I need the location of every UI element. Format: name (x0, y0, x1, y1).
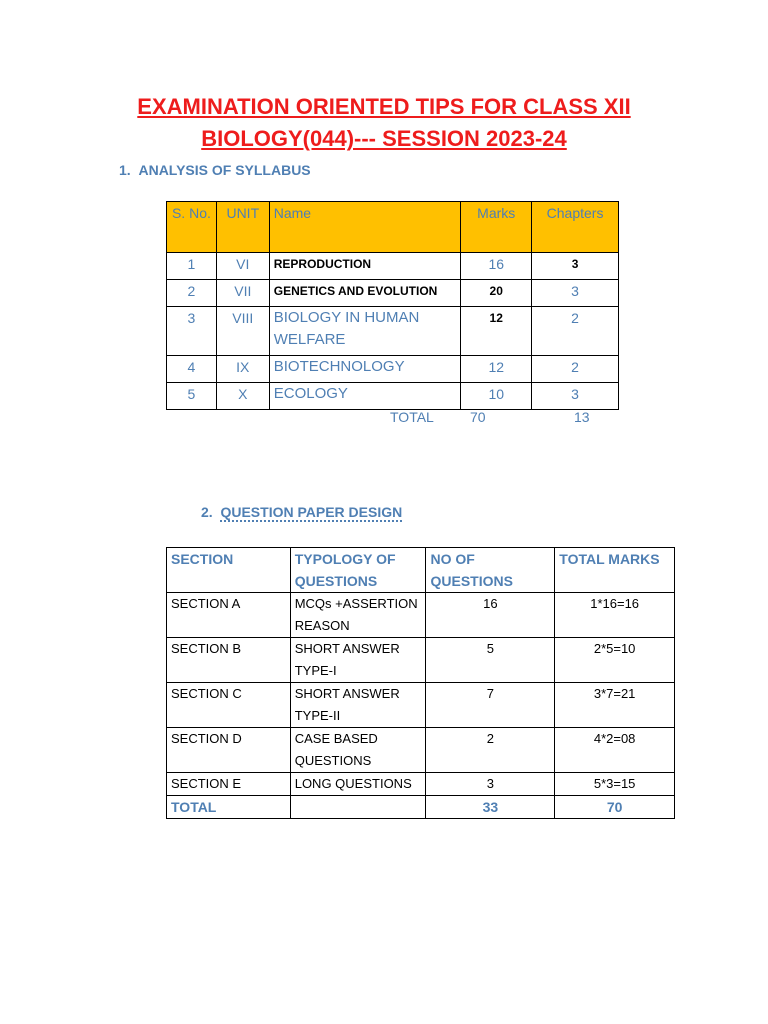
syllabus-total-label: TOTAL (390, 409, 434, 425)
section-1-title: ANALYSIS OF SYLLABUS (138, 162, 311, 178)
section-1-number: 1. (119, 162, 131, 178)
cell-sno: 4 (167, 356, 217, 383)
cell-count: 3 (426, 773, 555, 796)
header-no-of-questions: NO OF QUESTIONS (426, 548, 555, 593)
syllabus-total-chapters: 13 (574, 409, 590, 425)
cell-type: SHORT ANSWER TYPE-I (290, 638, 426, 683)
section-1-heading (119, 162, 311, 178)
page-title-line-2: BIOLOGY(044)--- SESSION 2023-24 (201, 126, 567, 151)
cell-unit: VIII (216, 307, 269, 356)
cell-marks: 12 (461, 307, 532, 356)
cell-chapters: 3 (532, 280, 619, 307)
qp-header-row (167, 548, 675, 593)
total-marks: 70 (555, 796, 675, 819)
header-total-marks: TOTAL MARKS (555, 548, 675, 593)
table-row (167, 638, 675, 683)
section-2-heading (201, 504, 402, 520)
cell-type: MCQs +ASSERTION REASON (290, 593, 426, 638)
cell-name: BIOTECHNOLOGY (269, 356, 461, 383)
header-marks: Marks (461, 202, 532, 253)
section-2-number: 2. (201, 504, 213, 520)
table-row (167, 593, 675, 638)
header-sno: S. No. (167, 202, 217, 253)
cell-type: SHORT ANSWER TYPE-II (290, 683, 426, 728)
cell-unit: X (216, 383, 269, 410)
cell-section: SECTION D (167, 728, 291, 773)
cell-sno: 2 (167, 280, 217, 307)
cell-section: SECTION E (167, 773, 291, 796)
cell-marks: 5*3=15 (555, 773, 675, 796)
section-2-title: QUESTION PAPER DESIGN (220, 504, 403, 520)
cell-sno: 1 (167, 253, 217, 280)
header-name: Name (269, 202, 461, 253)
cell-chapters: 2 (532, 307, 619, 356)
cell-chapters: 3 (532, 253, 619, 280)
cell-count: 2 (426, 728, 555, 773)
total-count: 33 (426, 796, 555, 819)
total-empty-cell (290, 796, 426, 819)
cell-count: 16 (426, 593, 555, 638)
cell-name: BIOLOGY IN HUMAN WELFARE (269, 307, 461, 356)
table-row (167, 773, 675, 796)
header-chapters: Chapters (532, 202, 619, 253)
cell-name: GENETICS AND EVOLUTION (269, 280, 461, 307)
cell-marks: 16 (461, 253, 532, 280)
header-typology: TYPOLOGY OF QUESTIONS (290, 548, 426, 593)
cell-marks: 2*5=10 (555, 638, 675, 683)
cell-chapters: 2 (532, 356, 619, 383)
table-row (167, 307, 619, 356)
cell-name: ECOLOGY (269, 383, 461, 410)
cell-count: 7 (426, 683, 555, 728)
page-title-line-1: EXAMINATION ORIENTED TIPS FOR CLASS XII (137, 94, 631, 119)
cell-type: LONG QUESTIONS (290, 773, 426, 796)
cell-section: SECTION B (167, 638, 291, 683)
cell-marks: 20 (461, 280, 532, 307)
cell-name: REPRODUCTION (269, 253, 461, 280)
cell-section: SECTION A (167, 593, 291, 638)
table-row (167, 253, 619, 280)
cell-unit: VII (216, 280, 269, 307)
header-section: SECTION (167, 548, 291, 593)
syllabus-header-row (167, 202, 619, 253)
syllabus-total-marks: 70 (470, 409, 486, 425)
syllabus-table (166, 201, 619, 410)
qp-total-row (167, 796, 675, 819)
cell-chapters: 3 (532, 383, 619, 410)
question-paper-table (166, 547, 675, 819)
cell-sno: 3 (167, 307, 217, 356)
header-unit: UNIT (216, 202, 269, 253)
table-row (167, 728, 675, 773)
cell-unit: IX (216, 356, 269, 383)
cell-sno: 5 (167, 383, 217, 410)
table-row (167, 280, 619, 307)
table-row (167, 383, 619, 410)
cell-unit: VI (216, 253, 269, 280)
cell-marks: 12 (461, 356, 532, 383)
cell-marks: 10 (461, 383, 532, 410)
table-row (167, 356, 619, 383)
cell-count: 5 (426, 638, 555, 683)
cell-section: SECTION C (167, 683, 291, 728)
total-label: TOTAL (167, 796, 291, 819)
cell-marks: 3*7=21 (555, 683, 675, 728)
cell-type: CASE BASED QUESTIONS (290, 728, 426, 773)
cell-marks: 4*2=08 (555, 728, 675, 773)
cell-marks: 1*16=16 (555, 593, 675, 638)
table-row (167, 683, 675, 728)
